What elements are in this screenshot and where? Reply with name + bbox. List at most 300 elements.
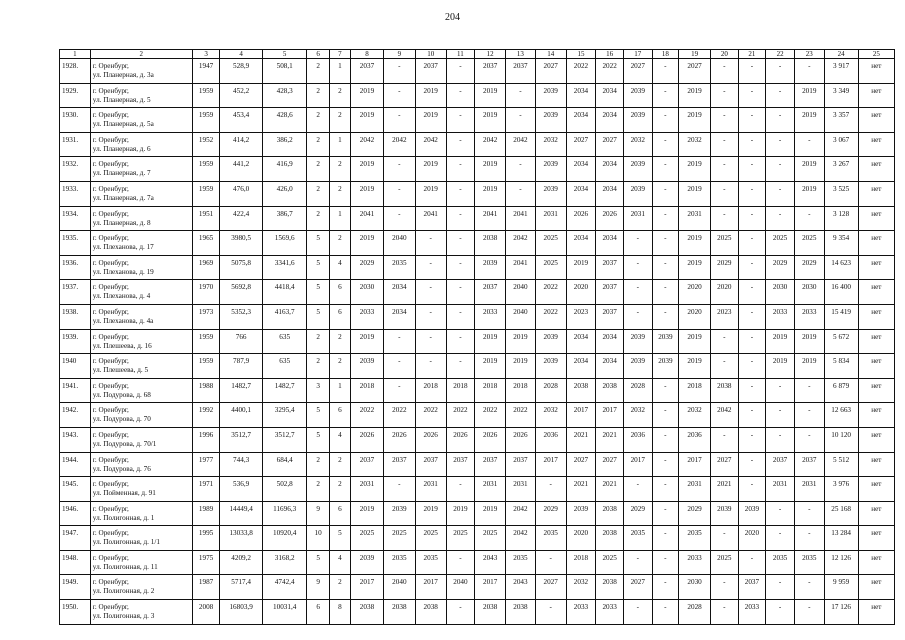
cell-col-7: 2 <box>329 452 350 477</box>
cell-col-20: - <box>711 157 739 182</box>
column-number-15: 15 <box>566 50 596 59</box>
table-row <box>60 427 895 452</box>
cell-col-16: 2027 <box>596 452 624 477</box>
cell-col-5: 3512,7 <box>262 427 307 452</box>
cell-col-4: 13033,8 <box>220 526 262 551</box>
cell-col-21: - <box>738 354 766 379</box>
cell-col-14: 2039 <box>535 157 566 182</box>
cell-col-7: 1 <box>329 206 350 231</box>
cell-col-25: нет <box>858 575 894 600</box>
column-number-5: 5 <box>262 50 307 59</box>
cell-col-13: 2037 <box>506 452 536 477</box>
cell-col-13: 2042 <box>506 526 536 551</box>
cell-col-24: 3 357 <box>824 108 858 133</box>
address-street: ул. Планерная, д. 7а <box>92 193 154 202</box>
cell-col-12: 2041 <box>475 206 506 231</box>
cell-col-7: 5 <box>329 526 350 551</box>
cell-col-5: 386,2 <box>262 132 307 157</box>
page-number: 204 <box>445 12 460 23</box>
cell-col-9: - <box>383 206 415 231</box>
cell-col-24: 12 663 <box>824 403 858 428</box>
cell-col-5: 11696,3 <box>262 501 307 526</box>
cell-col-17: 2039 <box>623 83 652 108</box>
cell-col-24: 3 349 <box>824 83 858 108</box>
address-street: ул. Подурова, д. 70 <box>92 415 151 424</box>
cell-col-12: 2039 <box>475 255 506 280</box>
cell-col-10: - <box>415 354 446 379</box>
cell-col-7: 2 <box>329 575 350 600</box>
cell-col-9: 2040 <box>383 231 415 256</box>
address-city: г. Оренбург, <box>92 480 129 489</box>
cell-col-9: 2034 <box>383 304 415 329</box>
cell-col-15: 2033 <box>566 600 596 625</box>
cell-col-11: - <box>446 354 475 379</box>
address-city: г. Оренбург, <box>92 283 129 292</box>
cell-col-8: 2037 <box>351 59 384 84</box>
cell-col-9: 2039 <box>383 501 415 526</box>
cell-col-14: 2025 <box>535 255 566 280</box>
cell-col-25: нет <box>858 600 894 625</box>
cell-col-13: 2026 <box>506 427 536 452</box>
cell-col-22: - <box>766 427 795 452</box>
table-row <box>60 83 895 108</box>
cell-col-16: 2037 <box>596 280 624 305</box>
cell-col-14: 2035 <box>535 526 566 551</box>
cell-col-19: 2019 <box>679 108 711 133</box>
cell-col-7: 2 <box>329 83 350 108</box>
cell-col-23: - <box>794 427 824 452</box>
cell-col-25: нет <box>858 206 894 231</box>
cell-col-23: - <box>794 132 824 157</box>
cell-col-20: 2027 <box>711 452 739 477</box>
cell-col-16: 2025 <box>596 550 624 575</box>
cell-col-16: 2034 <box>596 157 624 182</box>
cell-col-4: 5075,8 <box>220 255 262 280</box>
cell-col-7: 1 <box>329 59 350 84</box>
cell-col-10: 2041 <box>415 206 446 231</box>
cell-col-15: 2034 <box>566 157 596 182</box>
cell-col-12: 2019 <box>475 354 506 379</box>
cell-col-5: 428,3 <box>262 83 307 108</box>
cell-col-22: 2025 <box>766 231 795 256</box>
cell-col-7: 2 <box>329 354 350 379</box>
row-number: 1931. <box>60 132 91 157</box>
cell-col-15: 2022 <box>566 59 596 84</box>
cell-col-17: 2039 <box>623 108 652 133</box>
cell-col-18: - <box>652 452 679 477</box>
cell-col-21: - <box>738 59 766 84</box>
cell-col-11: 2026 <box>446 427 475 452</box>
cell-col-20: - <box>711 575 739 600</box>
cell-col-22: 2033 <box>766 304 795 329</box>
column-number-8: 8 <box>351 50 384 59</box>
cell-col-17: 2039 <box>623 354 652 379</box>
cell-col-24: 10 120 <box>824 427 858 452</box>
cell-col-12: 2031 <box>475 477 506 502</box>
cell-col-6: 5 <box>307 403 329 428</box>
table-row <box>60 526 895 551</box>
cell-col-7: 6 <box>329 403 350 428</box>
cell-col-25: нет <box>858 550 894 575</box>
cell-col-17: - <box>623 550 652 575</box>
cell-col-6: 5 <box>307 304 329 329</box>
cell-col-19: 2031 <box>679 477 711 502</box>
cell-col-21: - <box>738 378 766 403</box>
table-row <box>60 354 895 379</box>
cell-col-3: 1975 <box>192 550 220 575</box>
cell-col-20: 2020 <box>711 280 739 305</box>
cell-col-3: 1995 <box>192 526 220 551</box>
cell-col-15: 2039 <box>566 501 596 526</box>
address-cell <box>90 526 192 551</box>
address-city: г. Оренбург, <box>92 381 129 390</box>
cell-col-17: 2027 <box>623 575 652 600</box>
cell-col-21: - <box>738 206 766 231</box>
cell-col-13: 2031 <box>506 477 536 502</box>
cell-col-9: 2026 <box>383 427 415 452</box>
cell-col-23: - <box>794 526 824 551</box>
cell-col-22: - <box>766 132 795 157</box>
cell-col-3: 1959 <box>192 157 220 182</box>
cell-col-11: - <box>446 550 475 575</box>
cell-col-22: 2019 <box>766 329 795 354</box>
cell-col-15: 2021 <box>566 477 596 502</box>
cell-col-11: - <box>446 600 475 625</box>
cell-col-22: 2019 <box>766 354 795 379</box>
cell-col-14: 2029 <box>535 501 566 526</box>
cell-col-10: 2037 <box>415 59 446 84</box>
cell-col-4: 4400,1 <box>220 403 262 428</box>
cell-col-25: нет <box>858 526 894 551</box>
address-cell <box>90 427 192 452</box>
cell-col-10: 2019 <box>415 501 446 526</box>
cell-col-23: 2019 <box>794 83 824 108</box>
cell-col-10: 2035 <box>415 550 446 575</box>
address-cell <box>90 157 192 182</box>
cell-col-14: 2025 <box>535 231 566 256</box>
address-cell <box>90 108 192 133</box>
cell-col-15: 2027 <box>566 132 596 157</box>
cell-col-23: 2019 <box>794 181 824 206</box>
cell-col-16: 2038 <box>596 501 624 526</box>
cell-col-22: - <box>766 108 795 133</box>
cell-col-9: - <box>383 108 415 133</box>
cell-col-16: 2034 <box>596 181 624 206</box>
row-number: 1934. <box>60 206 91 231</box>
address-city: г. Оренбург, <box>92 160 129 169</box>
cell-col-25: нет <box>858 427 894 452</box>
address-city: г. Оренбург, <box>92 234 129 243</box>
address-street: ул. Пойменная, д. 91 <box>92 489 156 498</box>
column-number-17: 17 <box>623 50 652 59</box>
cell-col-24: 3 976 <box>824 477 858 502</box>
cell-col-14: - <box>535 477 566 502</box>
row-number: 1942. <box>60 403 91 428</box>
cell-col-11: - <box>446 157 475 182</box>
address-city: г. Оренбург, <box>92 430 129 439</box>
cell-col-3: 1971 <box>192 477 220 502</box>
cell-col-11: - <box>446 83 475 108</box>
cell-col-20: 2042 <box>711 403 739 428</box>
cell-col-14: 2039 <box>535 83 566 108</box>
cell-col-18: - <box>652 280 679 305</box>
cell-col-6: 5 <box>307 280 329 305</box>
cell-col-22: - <box>766 83 795 108</box>
cell-col-7: 4 <box>329 427 350 452</box>
cell-col-6: 6 <box>307 600 329 625</box>
cell-col-18: - <box>652 231 679 256</box>
cell-col-20: 2029 <box>711 255 739 280</box>
cell-col-15: 2026 <box>566 206 596 231</box>
cell-col-5: 508,1 <box>262 59 307 84</box>
cell-col-9: - <box>383 157 415 182</box>
row-number: 1932. <box>60 157 91 182</box>
cell-col-19: 2019 <box>679 354 711 379</box>
row-number: 1939. <box>60 329 91 354</box>
column-number-row <box>60 50 895 59</box>
cell-col-23: 2019 <box>794 108 824 133</box>
address-cell <box>90 231 192 256</box>
cell-col-20: 2039 <box>711 501 739 526</box>
table-row <box>60 477 895 502</box>
cell-col-19: 2017 <box>679 452 711 477</box>
cell-col-8: 2025 <box>351 526 384 551</box>
cell-col-20: - <box>711 59 739 84</box>
table-row <box>60 206 895 231</box>
cell-col-9: - <box>383 59 415 84</box>
cell-col-14: 2028 <box>535 378 566 403</box>
column-number-21: 21 <box>738 50 766 59</box>
cell-col-13: 2042 <box>506 132 536 157</box>
cell-col-12: 2019 <box>475 83 506 108</box>
cell-col-18: - <box>652 304 679 329</box>
cell-col-21: 2033 <box>738 600 766 625</box>
cell-col-4: 5352,3 <box>220 304 262 329</box>
cell-col-13: 2043 <box>506 575 536 600</box>
cell-col-22: - <box>766 157 795 182</box>
row-number: 1944. <box>60 452 91 477</box>
cell-col-13: 2038 <box>506 600 536 625</box>
cell-col-19: 2029 <box>679 501 711 526</box>
cell-col-15: 2020 <box>566 526 596 551</box>
cell-col-5: 428,6 <box>262 108 307 133</box>
cell-col-20: - <box>711 206 739 231</box>
cell-col-9: 2038 <box>383 600 415 625</box>
cell-col-24: 9 959 <box>824 575 858 600</box>
cell-col-4: 16803,9 <box>220 600 262 625</box>
cell-col-4: 14449,4 <box>220 501 262 526</box>
cell-col-14: 2027 <box>535 575 566 600</box>
table-row <box>60 550 895 575</box>
address-city: г. Оренбург, <box>92 258 129 267</box>
cell-col-24: 5 672 <box>824 329 858 354</box>
cell-col-23: 2019 <box>794 157 824 182</box>
cell-col-20: - <box>711 600 739 625</box>
cell-col-16: 2022 <box>596 59 624 84</box>
cell-col-6: 5 <box>307 255 329 280</box>
cell-col-7: 8 <box>329 600 350 625</box>
column-number-13: 13 <box>506 50 536 59</box>
cell-col-3: 1987 <box>192 575 220 600</box>
cell-col-15: 2019 <box>566 255 596 280</box>
address-city: г. Оренбург, <box>92 135 129 144</box>
cell-col-11: - <box>446 304 475 329</box>
address-cell <box>90 501 192 526</box>
cell-col-19: 2019 <box>679 255 711 280</box>
cell-col-19: 2030 <box>679 575 711 600</box>
cell-col-6: 2 <box>307 83 329 108</box>
cell-col-17: - <box>623 477 652 502</box>
address-cell <box>90 575 192 600</box>
cell-col-17: 2036 <box>623 427 652 452</box>
cell-col-22: - <box>766 501 795 526</box>
column-number-3: 3 <box>192 50 220 59</box>
cell-col-17: 2039 <box>623 157 652 182</box>
cell-col-9: 2042 <box>383 132 415 157</box>
cell-col-19: 2019 <box>679 231 711 256</box>
cell-col-18: - <box>652 132 679 157</box>
address-city: г. Оренбург, <box>92 455 129 464</box>
address-city: г. Оренбург, <box>92 603 129 612</box>
cell-col-15: 2023 <box>566 304 596 329</box>
cell-col-21: - <box>738 132 766 157</box>
cell-col-16: 2038 <box>596 378 624 403</box>
row-number: 1945. <box>60 477 91 502</box>
column-number-18: 18 <box>652 50 679 59</box>
address-city: г. Оренбург, <box>92 578 129 587</box>
address-street: ул. Планерная, д. 5а <box>92 120 154 129</box>
row-number: 1928. <box>60 59 91 84</box>
cell-col-10: 2037 <box>415 452 446 477</box>
cell-col-10: 2019 <box>415 181 446 206</box>
cell-col-5: 386,7 <box>262 206 307 231</box>
row-number: 1941. <box>60 378 91 403</box>
address-cell <box>90 477 192 502</box>
housing-register-table <box>59 49 895 625</box>
cell-col-15: 2018 <box>566 550 596 575</box>
cell-col-8: 2031 <box>351 477 384 502</box>
cell-col-17: 2029 <box>623 501 652 526</box>
address-city: г. Оренбург, <box>92 209 129 218</box>
address-street: ул. Подурова, д. 70/1 <box>92 439 157 448</box>
cell-col-21: - <box>738 255 766 280</box>
cell-col-8: 2017 <box>351 575 384 600</box>
address-street: ул. Плешеева, д. 5 <box>92 366 149 375</box>
address-cell <box>90 83 192 108</box>
cell-col-4: 422,4 <box>220 206 262 231</box>
cell-col-20: 2025 <box>711 550 739 575</box>
cell-col-3: 1988 <box>192 378 220 403</box>
cell-col-7: 2 <box>329 108 350 133</box>
cell-col-10: - <box>415 255 446 280</box>
cell-col-8: 2018 <box>351 378 384 403</box>
cell-col-3: 1951 <box>192 206 220 231</box>
address-cell <box>90 329 192 354</box>
cell-col-9: 2022 <box>383 403 415 428</box>
cell-col-3: 1969 <box>192 255 220 280</box>
cell-col-12: 2037 <box>475 452 506 477</box>
cell-col-21: - <box>738 181 766 206</box>
cell-col-3: 1992 <box>192 403 220 428</box>
cell-col-13: 2019 <box>506 329 536 354</box>
cell-col-12: 2019 <box>475 181 506 206</box>
cell-col-19: 2019 <box>679 83 711 108</box>
cell-col-20: 2023 <box>711 304 739 329</box>
cell-col-8: 2041 <box>351 206 384 231</box>
cell-col-8: 2019 <box>351 83 384 108</box>
cell-col-9: - <box>383 83 415 108</box>
cell-col-21: 2020 <box>738 526 766 551</box>
cell-col-22: - <box>766 600 795 625</box>
cell-col-11: - <box>446 206 475 231</box>
cell-col-24: 3 128 <box>824 206 858 231</box>
cell-col-4: 414,2 <box>220 132 262 157</box>
cell-col-16: 2021 <box>596 477 624 502</box>
cell-col-15: 2017 <box>566 403 596 428</box>
column-number-25: 25 <box>858 50 894 59</box>
cell-col-6: 2 <box>307 59 329 84</box>
cell-col-24: 3 267 <box>824 157 858 182</box>
address-city: г. Оренбург, <box>92 332 129 341</box>
cell-col-10: - <box>415 304 446 329</box>
cell-col-22: 2035 <box>766 550 795 575</box>
cell-col-24: 9 354 <box>824 231 858 256</box>
cell-col-17: - <box>623 600 652 625</box>
table-row <box>60 181 895 206</box>
cell-col-20: 2025 <box>711 231 739 256</box>
cell-col-25: нет <box>858 477 894 502</box>
address-cell <box>90 132 192 157</box>
cell-col-25: нет <box>858 378 894 403</box>
cell-col-21: - <box>738 108 766 133</box>
cell-col-10: 2022 <box>415 403 446 428</box>
column-number-24: 24 <box>824 50 858 59</box>
cell-col-14: - <box>535 550 566 575</box>
cell-col-14: 2032 <box>535 403 566 428</box>
cell-col-3: 1959 <box>192 181 220 206</box>
row-number: 1938. <box>60 304 91 329</box>
cell-col-9: - <box>383 329 415 354</box>
address-cell <box>90 206 192 231</box>
cell-col-13: - <box>506 83 536 108</box>
cell-col-11: - <box>446 231 475 256</box>
cell-col-23: 2031 <box>794 477 824 502</box>
cell-col-19: 2018 <box>679 378 711 403</box>
table-row <box>60 304 895 329</box>
cell-col-11: - <box>446 132 475 157</box>
cell-col-13: 2040 <box>506 280 536 305</box>
cell-col-21: - <box>738 280 766 305</box>
cell-col-20: - <box>711 83 739 108</box>
address-street: ул. Полигонная, д. 11 <box>92 562 158 571</box>
cell-col-13: 2037 <box>506 59 536 84</box>
cell-col-15: 2032 <box>566 575 596 600</box>
address-street: ул. Планерная, д. 8 <box>92 218 151 227</box>
cell-col-5: 1569,6 <box>262 231 307 256</box>
cell-col-4: 453,4 <box>220 108 262 133</box>
cell-col-10: 2019 <box>415 83 446 108</box>
address-city: г. Оренбург, <box>92 406 129 415</box>
table-row <box>60 600 895 625</box>
cell-col-25: нет <box>858 108 894 133</box>
cell-col-23: 2030 <box>794 280 824 305</box>
address-street: ул. Плеханова, д. 4а <box>92 316 154 325</box>
cell-col-12: 2019 <box>475 157 506 182</box>
cell-col-21: - <box>738 452 766 477</box>
cell-col-19: 2028 <box>679 600 711 625</box>
cell-col-5: 4418,4 <box>262 280 307 305</box>
cell-col-24: 12 126 <box>824 550 858 575</box>
